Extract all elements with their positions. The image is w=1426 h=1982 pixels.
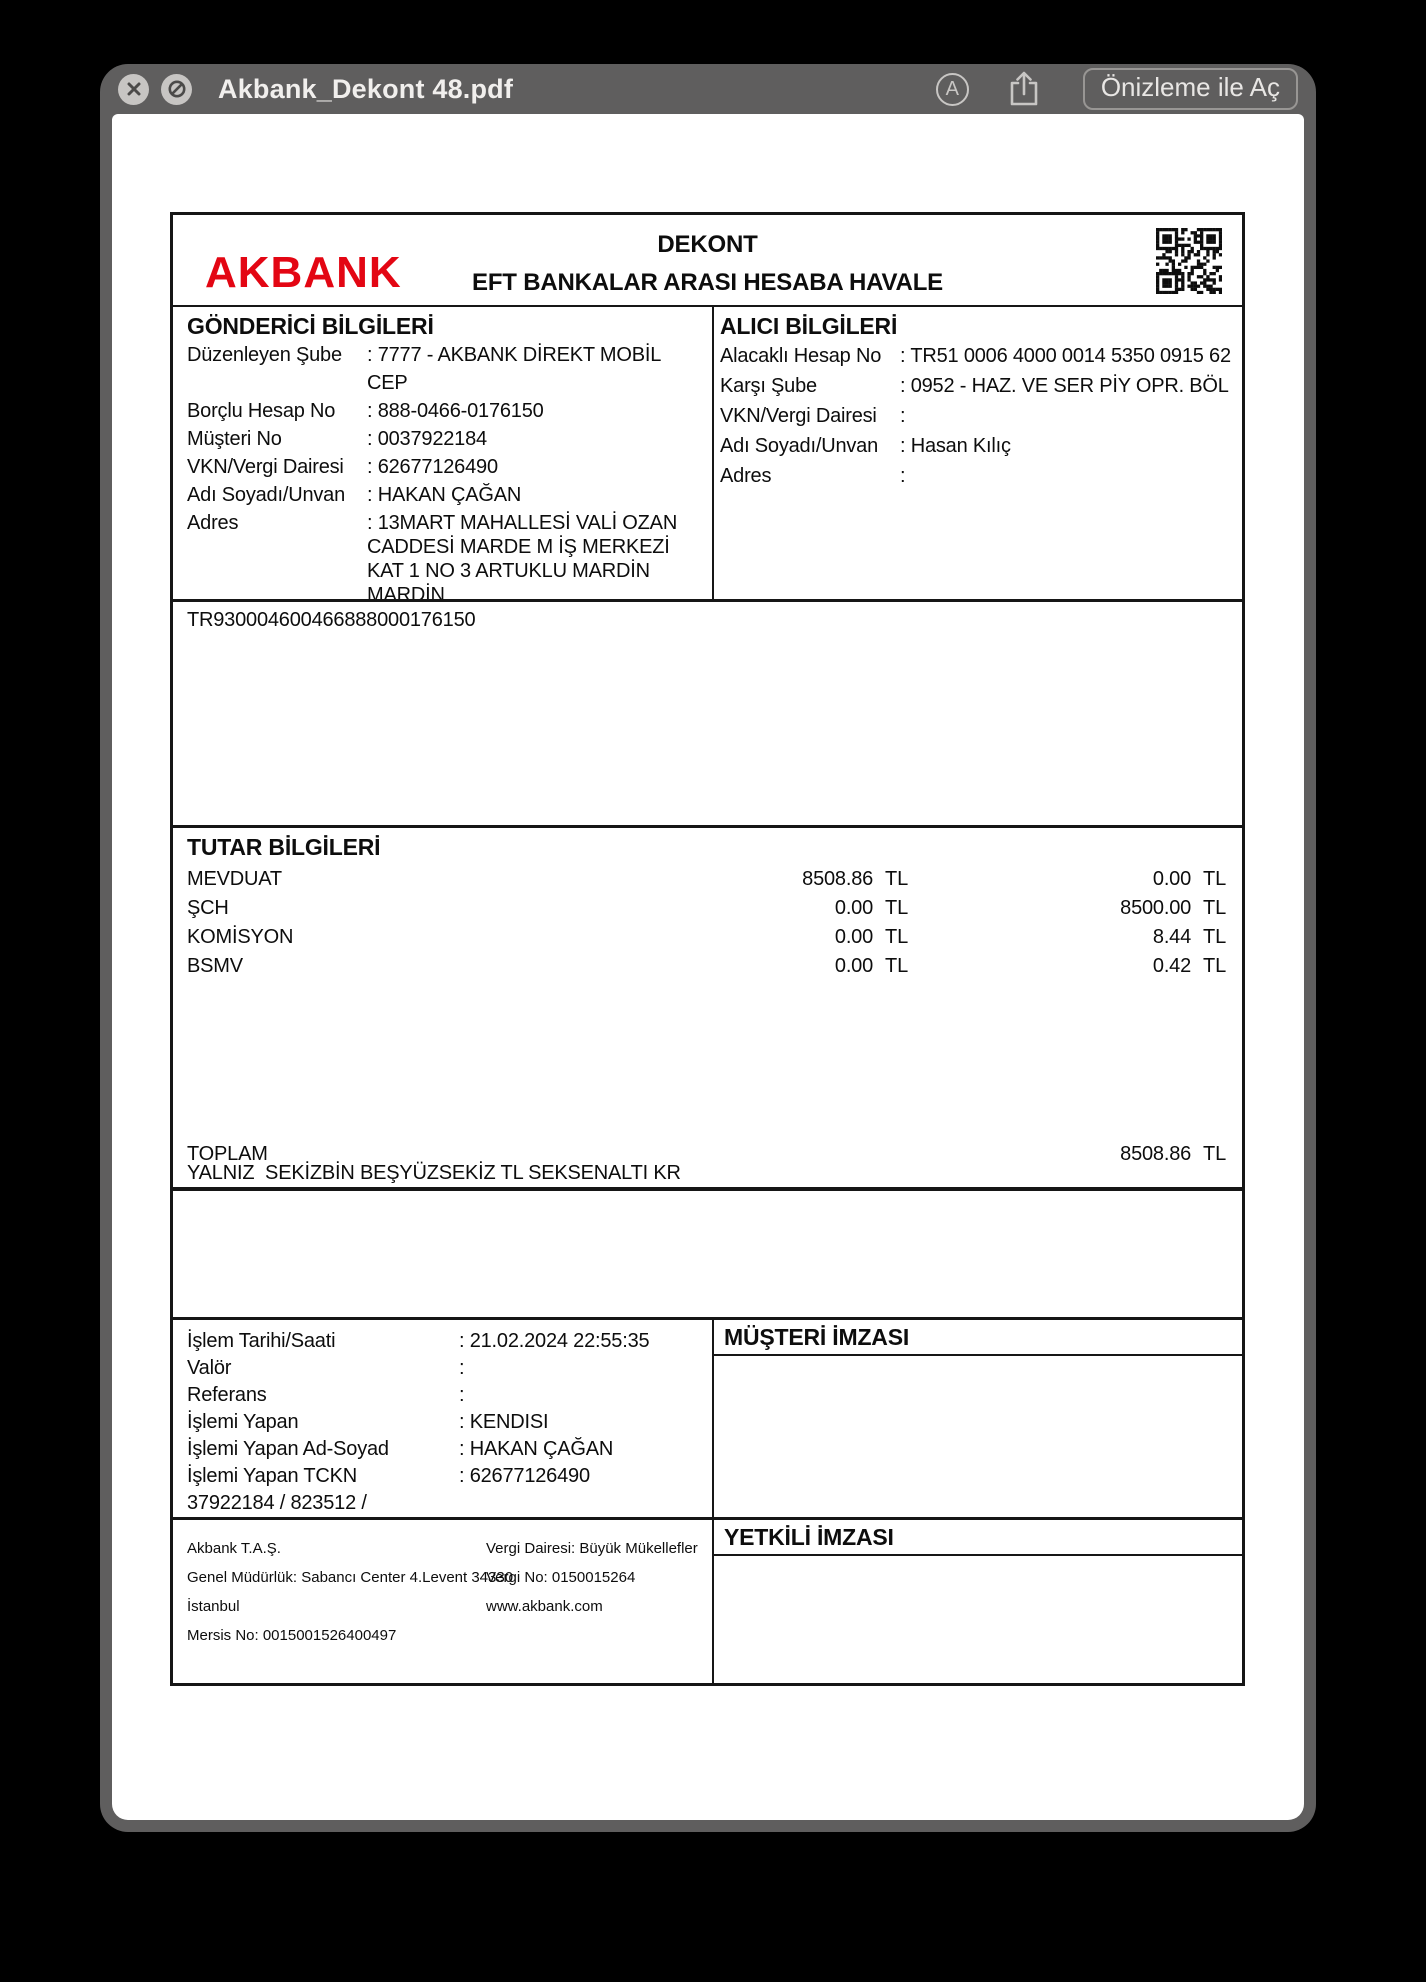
field-label: Adı Soyadı/Unvan: [187, 484, 346, 506]
share-button[interactable]: [1007, 70, 1041, 108]
doc-title: DEKONT: [657, 231, 758, 258]
amount-col2: 8.44: [1152, 926, 1192, 948]
field-label: İşlemi Yapan Ad-Soyad: [187, 1438, 389, 1460]
field-value: : 7777 - AKBANK DİREKT MOBİL CEP: [367, 344, 666, 394]
field-value: : 0037922184: [367, 428, 487, 450]
sender-row-address: [187, 509, 706, 607]
field-label: Borçlu Hesap No: [187, 400, 336, 422]
footer-line: Genel Müdürlük: Sabancı Center 4.Levent 34330: [187, 1569, 514, 1586]
amounts-section: [173, 825, 1242, 1187]
field-label: VKN/Vergi Dairesi: [720, 405, 877, 427]
currency-unit: TL: [1203, 926, 1226, 948]
field-label: Alacaklı Hesap No: [720, 345, 882, 367]
field-label: Adı Soyadı/Unvan: [720, 435, 879, 457]
currency-unit: TL: [1203, 868, 1226, 890]
amount-row: [173, 865, 1242, 894]
document-title: Akbank_Dekont 48.pdf: [218, 73, 514, 104]
receiver-row: [720, 431, 1236, 461]
field-label: Adres: [187, 512, 239, 534]
block-button[interactable]: [161, 74, 192, 105]
pdf-page: [112, 114, 1304, 1820]
field-value: : TR51 0006 4000 0014 5350 0915 62: [900, 345, 1231, 367]
footer-line: www.akbank.com: [486, 1598, 603, 1615]
field-value: :: [900, 405, 906, 427]
sender-info-box: [173, 307, 714, 606]
amount-name: BSMV: [187, 955, 243, 977]
reader-a-icon: A: [945, 77, 959, 100]
footer-line: İstanbul: [187, 1598, 240, 1615]
footer-section: [173, 1517, 1242, 1683]
field-label: İşlem Tarihi/Saati: [187, 1330, 336, 1352]
amount-col2: 8500.00: [1120, 897, 1192, 919]
reference-line: 37922184 / 823512 /: [187, 1492, 367, 1514]
amount-col1: 8508.86: [802, 868, 874, 890]
field-label: Karşı Şube: [720, 375, 817, 397]
parties-section: [173, 305, 1242, 606]
doc-subtitle: EFT BANKALAR ARASI HESABA HAVALE: [472, 269, 943, 296]
total-value: 8508.86: [1120, 1143, 1192, 1165]
receiver-row: [720, 401, 1236, 431]
pdf-viewer-window: [100, 64, 1316, 1832]
empty-box: [173, 1187, 1242, 1317]
sender-row: [187, 341, 706, 397]
transaction-row: [187, 1382, 706, 1409]
amount-col1: 0.00: [834, 955, 874, 977]
open-with-preview-button[interactable]: Önizleme ile Aç: [1083, 68, 1298, 110]
close-icon: [125, 80, 143, 98]
field-value: : 888-0466-0176150: [367, 400, 544, 422]
doc-header: [173, 215, 1242, 305]
field-label: İşlemi Yapan: [187, 1411, 299, 1433]
transaction-row: [187, 1355, 706, 1382]
transaction-section: [173, 1317, 1242, 1517]
currency-unit: TL: [885, 955, 908, 977]
field-value: : 0952 - HAZ. VE SER PİY OPR. BÖL: [900, 375, 1229, 397]
iban-box: [173, 599, 1242, 825]
currency-unit: TL: [885, 897, 908, 919]
dekont-document: [170, 212, 1245, 1686]
field-value: : 21.02.2024 22:55:35: [459, 1330, 650, 1352]
transaction-row: [187, 1463, 706, 1490]
field-value: : 13MART MAHALLESİ VALİ OZAN CADDESİ MARDE M İŞ MERKEZİ KAT 1 NO 3 ARTUKLU MARDİN MARDİN: [367, 512, 683, 606]
total-label: TOPLAM: [187, 1143, 268, 1165]
titlebar: [100, 64, 1316, 114]
field-value: :: [900, 465, 906, 487]
amount-row: [173, 952, 1242, 981]
footer-line: Vergi Dairesi: Büyük Mükellefler: [486, 1540, 698, 1557]
amounts-heading: TUTAR BİLGİLERİ: [187, 834, 381, 860]
authorized-signature-box: [714, 1520, 1242, 1683]
currency-unit: TL: [885, 926, 908, 948]
iban-value: TR930004600466888000176150: [187, 609, 476, 631]
field-label: İşlemi Yapan TCKN: [187, 1465, 358, 1487]
currency-unit: TL: [1203, 897, 1226, 919]
amount-col2: 0.42: [1152, 955, 1192, 977]
sender-row: [187, 397, 706, 425]
field-value: : HAKAN ÇAĞAN: [459, 1438, 614, 1460]
bank-footer-col-b: [486, 1534, 698, 1621]
field-value: :: [459, 1357, 465, 1379]
field-label: Adres: [720, 465, 772, 487]
customer-signature-heading: MÜŞTERİ İMZASI: [714, 1320, 1242, 1356]
sender-row: [187, 481, 706, 509]
field-value: : 62677126490: [459, 1465, 590, 1487]
transaction-row: [187, 1409, 706, 1436]
currency-unit: TL: [1203, 1143, 1226, 1165]
currency-unit: TL: [885, 868, 908, 890]
amount-in-words: YALNIZ SEKİZBİN BEŞYÜZSEKİZ TL SEKSENALTI KR: [187, 1162, 681, 1184]
transaction-row: [187, 1328, 706, 1355]
qr-code-icon: [1156, 228, 1222, 294]
amount-col2: 0.00: [1152, 868, 1192, 890]
footer-line: Vergi No: 0150015264: [486, 1569, 636, 1586]
receiver-row: [720, 371, 1236, 401]
amount-name: MEVDUAT: [187, 868, 282, 890]
transaction-details-box: [173, 1320, 714, 1517]
authorized-signature-heading: YETKİLİ İMZASI: [714, 1520, 1242, 1556]
currency-unit: TL: [1203, 955, 1226, 977]
customer-signature-box: [714, 1320, 1242, 1517]
reader-settings-button[interactable]: [936, 73, 969, 106]
close-button[interactable]: [118, 74, 149, 105]
field-label: Müşteri No: [187, 428, 282, 450]
amount-row: [173, 923, 1242, 952]
field-value: : HAKAN ÇAĞAN: [367, 484, 522, 506]
transaction-row: [187, 1436, 706, 1463]
field-value: : KENDISI: [459, 1411, 549, 1433]
receiver-heading: ALICI BİLGİLERİ: [720, 313, 898, 339]
amount-col1: 0.00: [834, 897, 874, 919]
field-label: Referans: [187, 1384, 267, 1406]
amount-name: ŞCH: [187, 897, 229, 919]
field-value: :: [459, 1384, 465, 1406]
sender-row: [187, 425, 706, 453]
receiver-info-box: [714, 307, 1242, 599]
sender-row: [187, 453, 706, 481]
akbank-logo: AKBANK: [205, 248, 402, 297]
amount-row: [173, 894, 1242, 923]
blocked-icon: [167, 79, 187, 99]
amount-name: KOMİSYON: [187, 926, 294, 948]
field-label: Valör: [187, 1357, 232, 1379]
field-label: VKN/Vergi Dairesi: [187, 456, 344, 478]
footer-line: Akbank T.A.Ş.: [187, 1540, 281, 1557]
field-value: : Hasan Kılıç: [900, 435, 1011, 457]
field-label: Düzenleyen Şube: [187, 344, 342, 366]
bank-footer-box: [173, 1520, 714, 1683]
footer-line: Mersis No: 0015001526400497: [187, 1627, 397, 1644]
sender-heading: GÖNDERİCİ BİLGİLERİ: [187, 313, 434, 339]
receiver-row: [720, 341, 1236, 371]
amount-col1: 0.00: [834, 926, 874, 948]
field-value: : 62677126490: [367, 456, 498, 478]
bank-footer-col-a: [187, 1534, 513, 1650]
share-icon: [1012, 73, 1036, 104]
receiver-row: [720, 461, 1236, 491]
